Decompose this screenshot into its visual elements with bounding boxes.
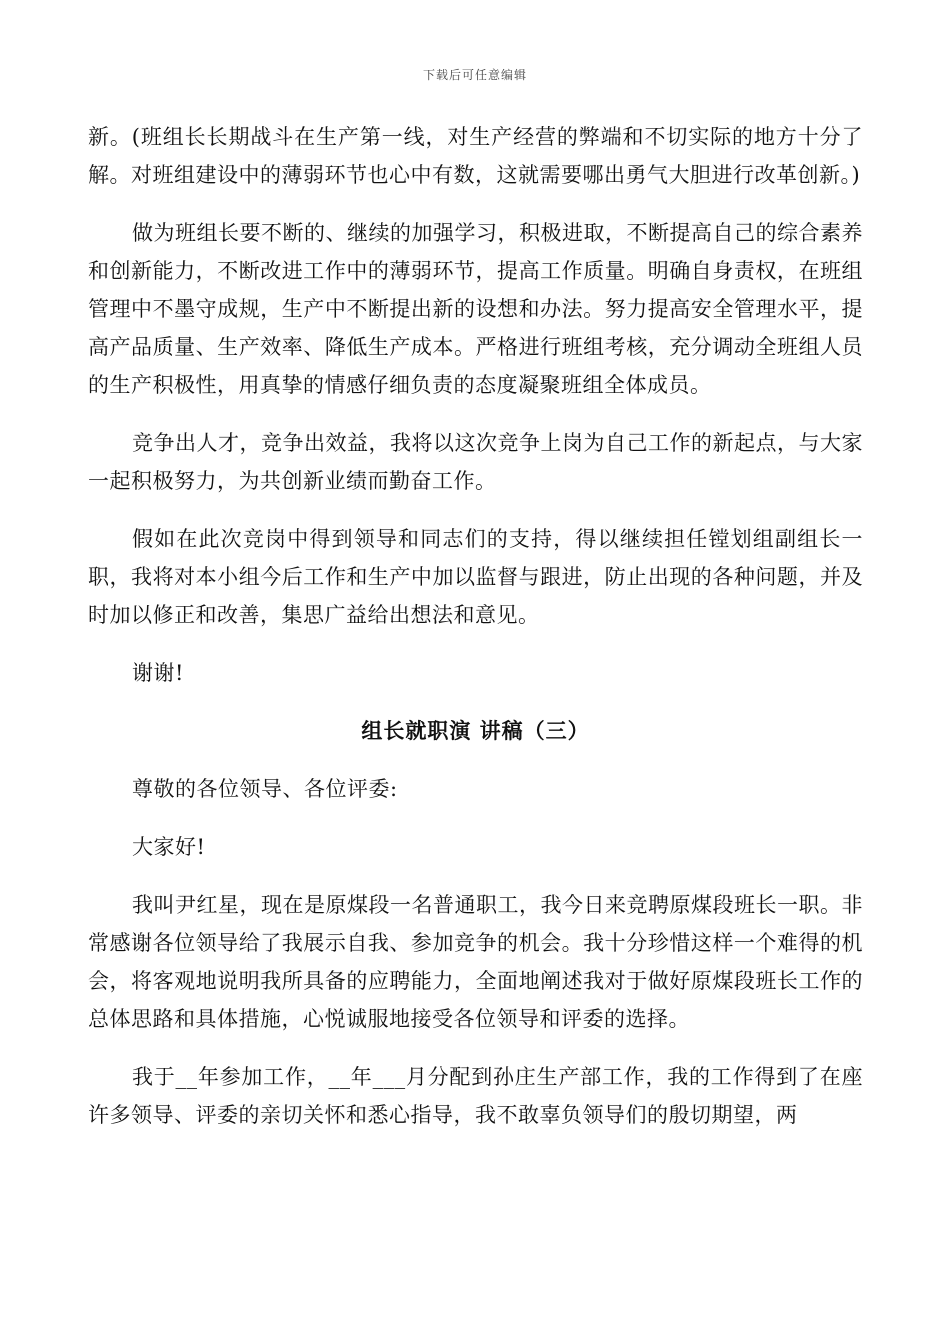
paragraph-1: 新。(班组长长期战斗在生产第一线，对生产经营的弊端和不切实际的地方十分了解。对班组建设中的薄弱环节也心中有数，这就需要哪出勇气大胆进行改革创新。) [88,125,863,187]
paragraph-experience: 我于__年参加工作，__年___月分配到孙庄生产部工作，我的工作得到了在座许多领导、评委的亲切关怀和悉心指导，我不敢辜负领导们的殷切期望，两 [88,1065,863,1127]
document-body [88,118,863,1154]
paragraph-intro: 我叫尹红星，现在是原煤段一名普通职工，我今日来竞聘原煤段班长一职。非常感谢各位领导给了我展示自我、参加竞争的机会。我十分珍惜这样一个难得的机会，将客观地说明我所具备的应聘能力，全面地阐述我对于做好原煤段班长工作的总体思路和具体措施，心悦诚服地接受各位领导和评委的选择。 [88,893,863,1031]
section-title: 组长就职演 讲稿（三） [361,718,590,743]
paragraph-3: 竞争出人才，竞争出效益，我将以这次竞争上岗为自己工作的新起点，与大家一起积极努力，为共创新业绩而勤奋工作。 [88,431,863,493]
paragraph-thanks: 谢谢! [132,661,184,685]
page-header: 下载后可任意编辑 [422,68,527,82]
paragraph-2: 做为班组长要不断的、继续的加强学习，积极进取，不断提高自己的综合素养和创新能力，不断改进工作中的薄弱环节，提高工作质量。明确自身责权，在班组管理中不墨守成规，生产中不断提出新的设想和办法。努力提高安全管理水平，提高产品质量、生产效率、降低生产成本。严格进行班组考核，充分调动全班组人员的生产积极性，用真挚的情感仔细负责的态度凝聚班组全体成员。 [88,221,863,397]
salutation: 尊敬的各位领导、各位评委: [132,777,398,801]
paragraph-4: 假如在此次竞岗中得到领导和同志们的支持，得以继续担任镗划组副组长一职，我将对本小组今后工作和生产中加以监督与跟进，防止出现的各种问题，并及时加以修正和改善，集思广益给出想法和意见。 [88,527,863,627]
greeting: 大家好! [132,835,206,859]
